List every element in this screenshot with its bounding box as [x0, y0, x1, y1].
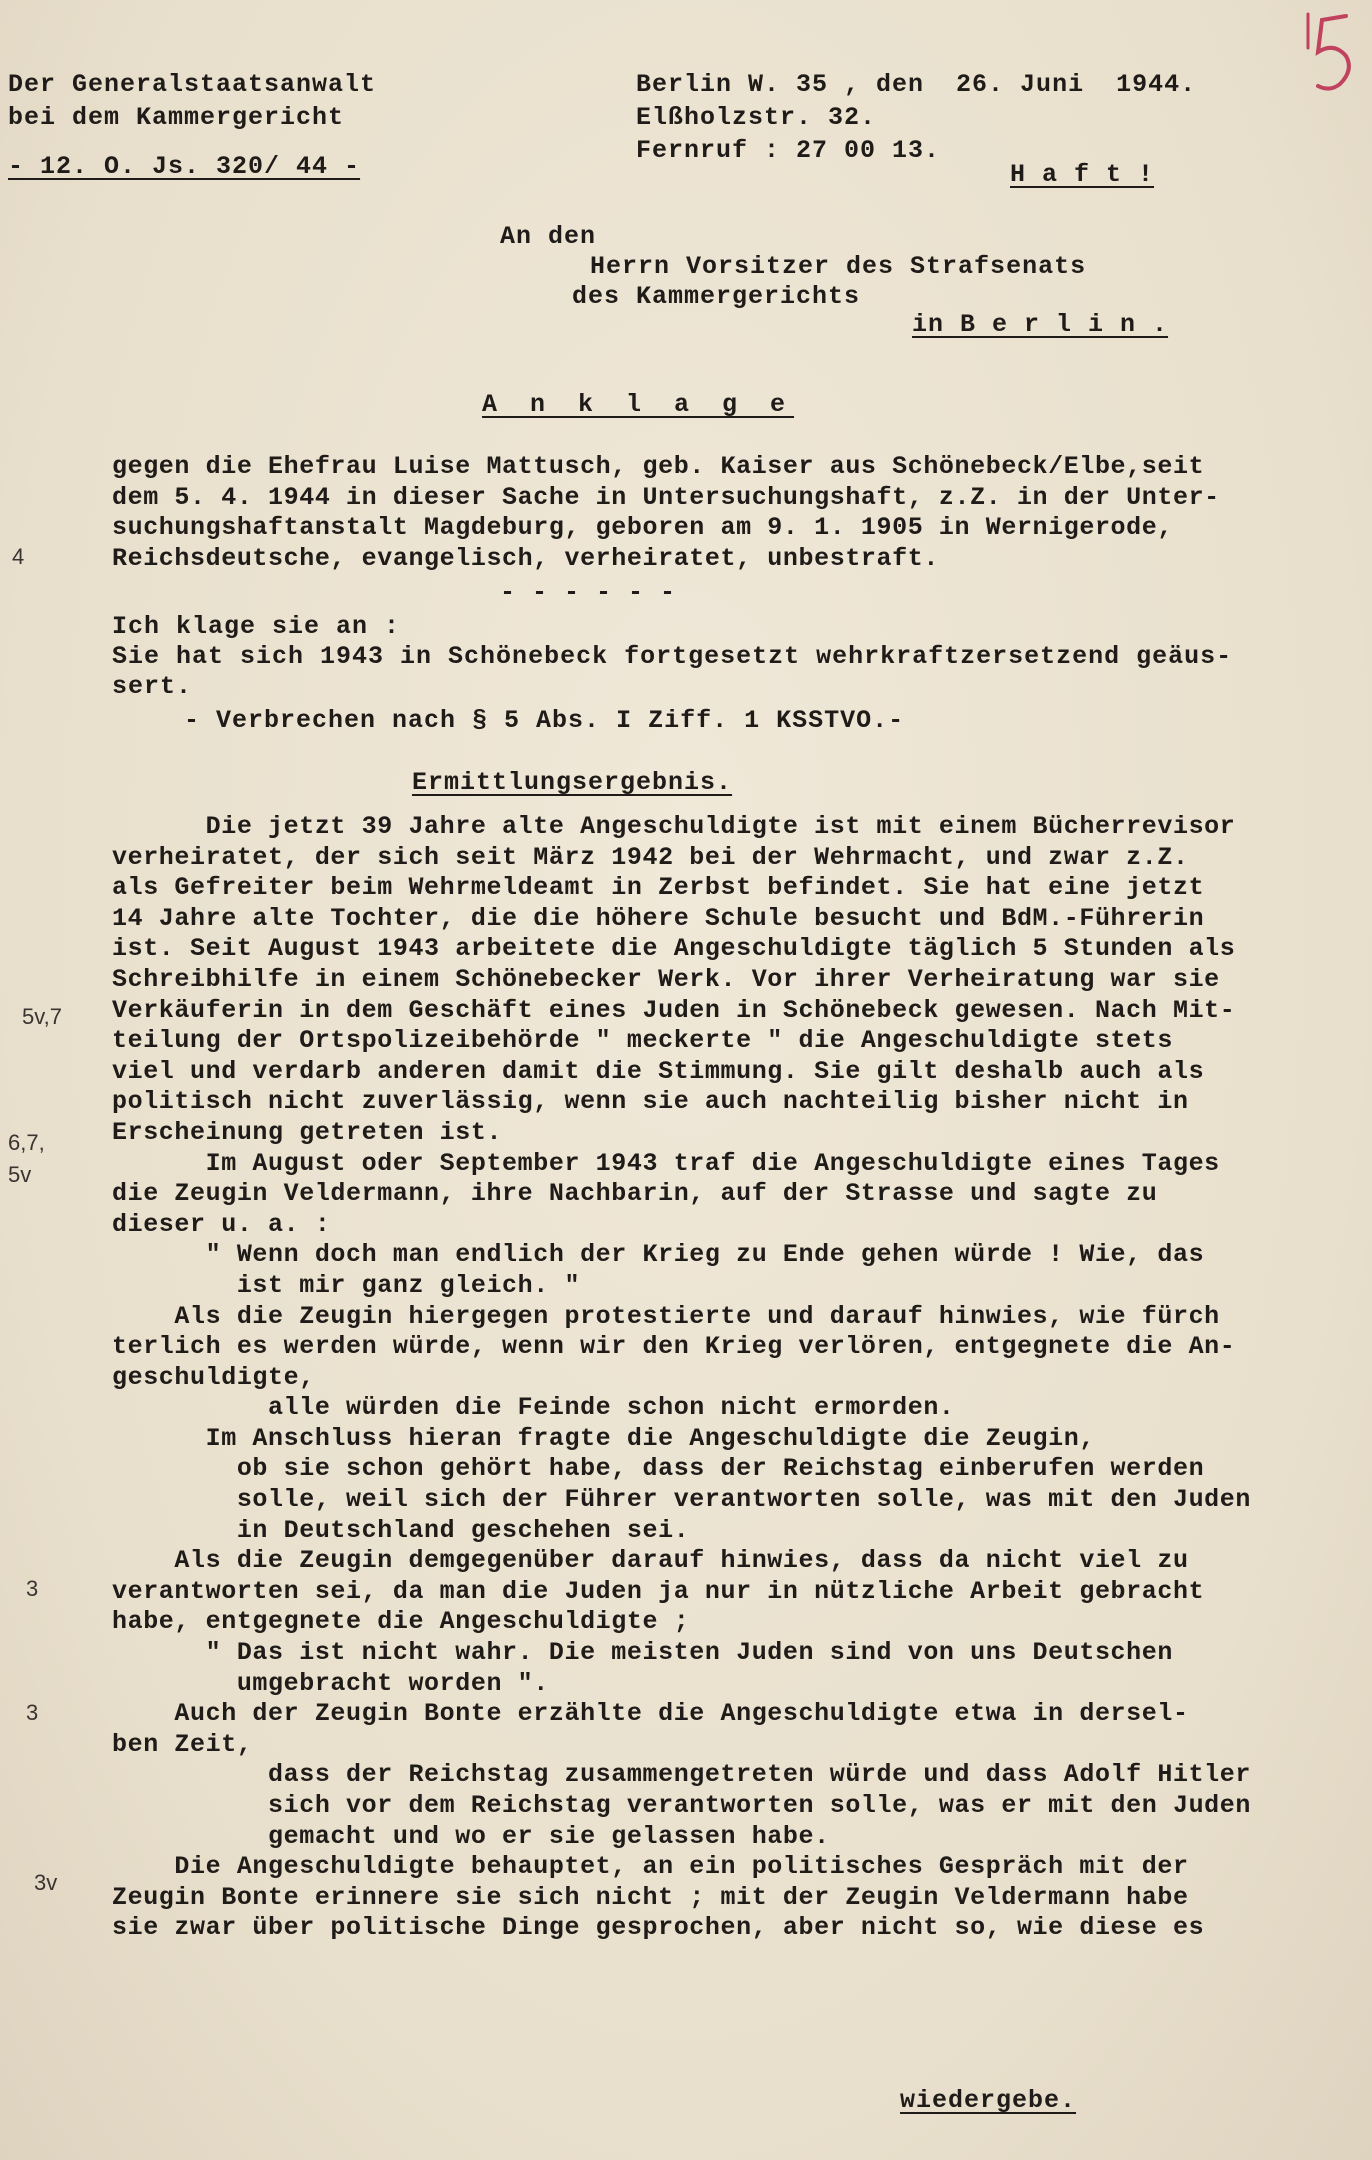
addressee-city: in B e r l i n .: [912, 310, 1169, 339]
results-line: sie zwar über politische Dinge gesprochen, aber nicht so, wie diese es: [112, 1913, 1205, 1943]
results-line: umgebracht worden ".: [112, 1668, 549, 1698]
results-line: ist. Seit August 1943 arbeitete die Angeschuldigte täglich 5 Stunden als: [112, 934, 1236, 964]
results-line: Die Angeschuldigte behauptet, an ein politisches Gespräch mit der: [112, 1852, 1189, 1882]
results-line: ben Zeit,: [112, 1729, 253, 1759]
results-line: alle würden die Feinde schon nicht ermorden.: [112, 1393, 955, 1423]
results-line: in Deutschland geschehen sei.: [112, 1515, 690, 1545]
handwritten-five-icon: [1300, 8, 1360, 98]
results-line: " Das ist nicht wahr. Die meisten Juden sind von uns Deutschen: [112, 1638, 1173, 1668]
handwritten-page-mark: [1300, 8, 1360, 98]
results-line: gemacht und wo er sie gelassen habe.: [112, 1821, 830, 1851]
results-line: solle, weil sich der Führer verantworten solle, was mit den Juden: [112, 1485, 1251, 1515]
separator-dashes: - - - - - -: [500, 578, 677, 607]
results-line: dass der Reichstag zusammengetreten würde und dass Adolf Hitler: [112, 1760, 1251, 1790]
margin-note: 6,7,: [8, 1130, 45, 1155]
margin-note: 5v,7: [22, 1004, 62, 1029]
defendant-line: dem 5. 4. 1944 in dieser Sache in Untersuchungshaft, z.Z. in der Unter-: [112, 482, 1220, 512]
place-date: Berlin W. 35 , den 26. Juni 1944.: [636, 70, 1197, 99]
results-line: als Gefreiter beim Wehrmeldeamt in Zerbst befindet. Sie hat eine jetzt: [112, 873, 1205, 903]
defendant-line: Reichsdeutsche, evangelisch, verheiratet, unbestraft.: [112, 543, 939, 573]
results-line: Auch der Zeugin Bonte erzählte die Angeschuldigte etwa in dersel-: [112, 1699, 1189, 1729]
results-line: Im August oder September 1943 traf die Angeschuldigte eines Tages: [112, 1148, 1220, 1178]
margin-note: 3: [26, 1576, 39, 1601]
results-line: die Zeugin Veldermann, ihre Nachbarin, auf der Strasse und sagte zu: [112, 1179, 1158, 1209]
results-line: Als die Zeugin hiergegen protestierte und darauf hinwies, wie fürch: [112, 1301, 1220, 1331]
indictment-title: A n k l a g e: [482, 390, 795, 419]
indictment-defendant-block: [112, 452, 1332, 574]
results-line: verantworten sei, da man die Juden ja nur in nützliche Arbeit gebracht: [112, 1576, 1205, 1606]
defendant-line: gegen die Ehefrau Luise Mattusch, geb. Kaiser aus Schönebeck/Elbe,seit: [112, 452, 1205, 481]
results-line: ist mir ganz gleich. ": [112, 1270, 581, 1300]
margin-note: 3v: [34, 1870, 58, 1895]
results-line: Zeugin Bonte erinnere sie sich nicht ; mit der Zeugin Veldermann habe: [112, 1882, 1189, 1912]
charge-line: sert.: [112, 672, 193, 701]
file-number: - 12. O. Js. 320/ 44 -: [8, 152, 361, 181]
results-line: dieser u. a. :: [112, 1209, 331, 1239]
authority-line-1: Der Generalstaatsanwalt: [8, 70, 377, 99]
charge-intro: Ich klage sie an :: [112, 612, 401, 641]
addressee-line-1: An den: [500, 222, 597, 251]
margin-note: 5v: [8, 1162, 32, 1187]
results-line: Die jetzt 39 Jahre alte Angeschuldigte ist mit einem Bücherrevisor: [112, 812, 1236, 841]
results-line: Schreibhilfe in einem Schönebecker Werk. Vor ihrer Verheiratung war sie: [112, 964, 1220, 994]
results-line: " Wenn doch man endlich der Krieg zu Ende gehen würde ! Wie, das: [112, 1240, 1205, 1270]
results-line: viel und verdarb anderen damit die Stimmung. Sie gilt deshalb auch als: [112, 1056, 1205, 1086]
phone-number: Fernruf : 27 00 13.: [636, 136, 941, 165]
results-line: 14 Jahre alte Tochter, die die höhere Schule besucht und BdM.-Führerin: [112, 903, 1205, 933]
continuation-word: wiedergebe.: [900, 2086, 1077, 2115]
results-line: ob sie schon gehört habe, dass der Reichstag einberufen werden: [112, 1454, 1205, 1484]
authority-line-2: bei dem Kammergericht: [8, 103, 345, 132]
margin-note: 3: [26, 1700, 39, 1725]
results-line: Erscheinung getreten ist.: [112, 1117, 503, 1147]
statute: - Verbrechen nach § 5 Abs. I Ziff. 1 KSSTVO.-: [184, 706, 905, 735]
defendant-line: suchungshaftanstalt Magdeburg, geboren am 9. 1. 1905 in Wernigerode,: [112, 513, 1173, 543]
street-address: Elßholzstr. 32.: [636, 103, 877, 132]
results-line: Verkäuferin in dem Geschäft eines Juden in Schönebeck gewesen. Nach Mit-: [112, 995, 1236, 1025]
charge-line: Sie hat sich 1943 in Schönebeck fortgesetzt wehrkraftzersetzend geäus-: [112, 642, 1233, 671]
addressee-line-3: des Kammergerichts: [572, 282, 861, 311]
results-line: sich vor dem Reichstag verantworten solle, was er mit den Juden: [112, 1791, 1251, 1820]
results-line: teilung der Ortspolizeibehörde " meckerte " die Angeschuldigte stets: [112, 1026, 1173, 1056]
results-line: habe, entgegnete die Angeschuldigte ;: [112, 1607, 690, 1637]
results-line: Im Anschluss hieran fragte die Angeschuldigte die Zeugin,: [112, 1423, 1095, 1453]
results-line: geschuldigte,: [112, 1362, 315, 1392]
results-line: verheiratet, der sich seit März 1942 bei der Wehrmacht, und zwar z.Z.: [112, 842, 1189, 872]
results-line: terlich es werden würde, wenn wir den Krieg verlören, entgegnete die An-: [112, 1332, 1236, 1362]
margin-note: 4: [12, 544, 25, 569]
results-title: Ermittlungsergebnis.: [412, 768, 733, 797]
addressee-line-2: Herrn Vorsitzer des Strafsenats: [590, 252, 1087, 281]
results-line: politisch nicht zuverlässig, wenn sie auch nachteilig bisher nicht in: [112, 1087, 1189, 1117]
results-body: [112, 812, 1332, 1944]
haft-notice: H a f t !: [1010, 160, 1155, 189]
results-line: Als die Zeugin demgegenüber darauf hinwies, dass da nicht viel zu: [112, 1546, 1189, 1576]
